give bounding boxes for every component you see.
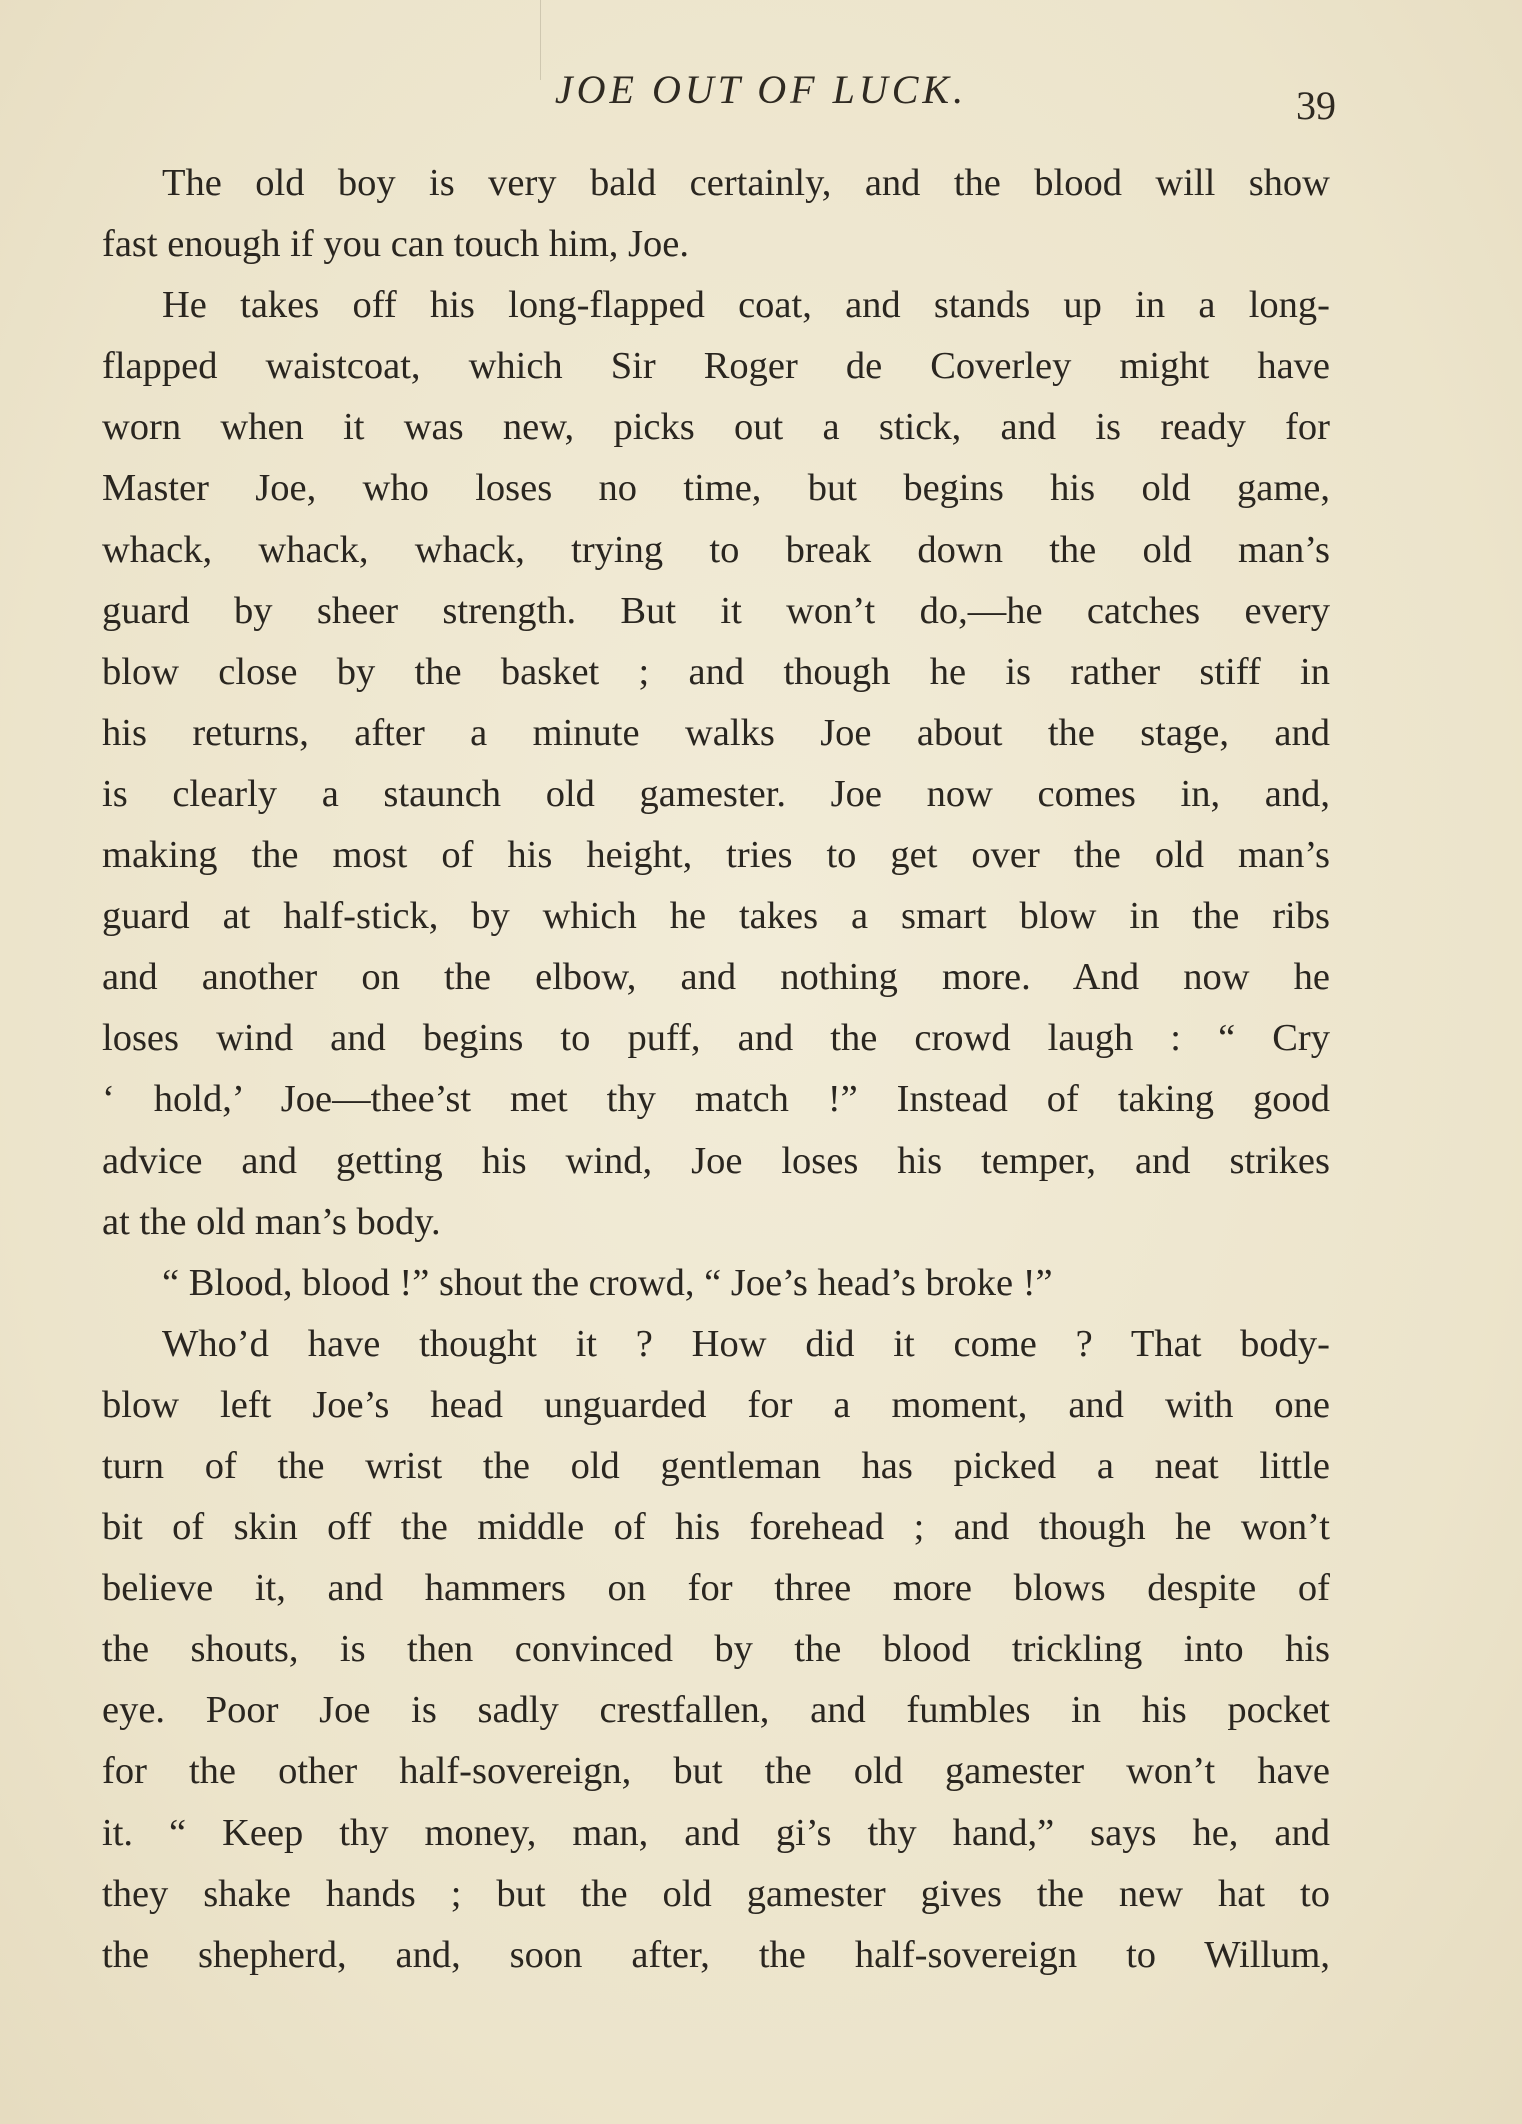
text-line: his returns, after a minute walks Joe about the stage, and <box>102 711 1330 754</box>
text-line: blow left Joe’s head unguarded for a moment, and with one <box>102 1383 1330 1426</box>
text-line: loses wind and begins to puff, and the crowd laugh : “ Cry <box>102 1017 1330 1060</box>
running-title: JOE OUT OF LUCK. <box>554 67 968 112</box>
text-line: turn of the wrist the old gentleman has picked a neat little <box>102 1444 1330 1487</box>
text-line: for the other half-sovereign, but the old gamester won’t have <box>102 1750 1330 1793</box>
text-line: Master Joe, who loses no time, but begins his old game, <box>102 467 1330 510</box>
text-line: at the old man’s body. <box>102 1200 441 1243</box>
text-line: advice and getting his wind, Joe loses his temper, and strikes <box>102 1139 1330 1182</box>
text-line: making the most of his height, tries to get over the old man’s <box>102 834 1330 877</box>
text-line: The old boy is very bald certainly, and the blood will show <box>162 162 1330 204</box>
text-line: eye. Poor Joe is sadly crestfallen, and fumbles in his pocket <box>102 1689 1330 1732</box>
text-line: they shake hands ; but the old gamester gives the new hat to <box>102 1872 1330 1915</box>
text-line: the shouts, is then convinced by the blood trickling into his <box>102 1628 1330 1671</box>
text-line: and another on the elbow, and nothing more. And now he <box>102 956 1330 999</box>
text-line: Who’d have thought it ? How did it come ? That body- <box>162 1322 1330 1365</box>
text-line: blow close by the basket ; and though he is rather stiff in <box>102 650 1330 693</box>
text-line: ‘ hold,’ Joe—thee’st met thy match !” Instead of taking good <box>102 1078 1330 1121</box>
page-number: 39 <box>1296 83 1336 128</box>
text-line: worn when it was new, picks out a stick, and is ready for <box>102 406 1330 449</box>
text-line: fast enough if you can touch him, Joe. <box>102 223 689 266</box>
text-line: whack, whack, whack, trying to break down the old man’s <box>102 528 1330 571</box>
text-line: is clearly a staunch old gamester. Joe now comes in, and, <box>102 772 1330 815</box>
text-line: it. “ Keep thy money, man, and gi’s thy hand,” says he, and <box>102 1811 1330 1854</box>
text-line: flapped waistcoat, which Sir Roger de Coverley might have <box>102 345 1330 388</box>
text-line: “ Blood, blood !” shout the crowd, “ Joe’s head’s broke !” <box>162 1261 1053 1304</box>
body-text <box>102 153 1330 1986</box>
text-line: He takes off his long-flapped coat, and stands up in a long- <box>162 284 1330 327</box>
text-line: the shepherd, and, soon after, the half-sovereign to Willum, <box>102 1933 1330 1976</box>
text-line: bit of skin off the middle of his forehead ; and though he won’t <box>102 1506 1330 1549</box>
text-line: guard by sheer strength. But it won’t do,—he catches every <box>102 589 1330 632</box>
text-line: believe it, and hammers on for three more blows despite of <box>102 1567 1330 1610</box>
text-line: guard at half-stick, by which he takes a smart blow in the ribs <box>102 895 1330 938</box>
